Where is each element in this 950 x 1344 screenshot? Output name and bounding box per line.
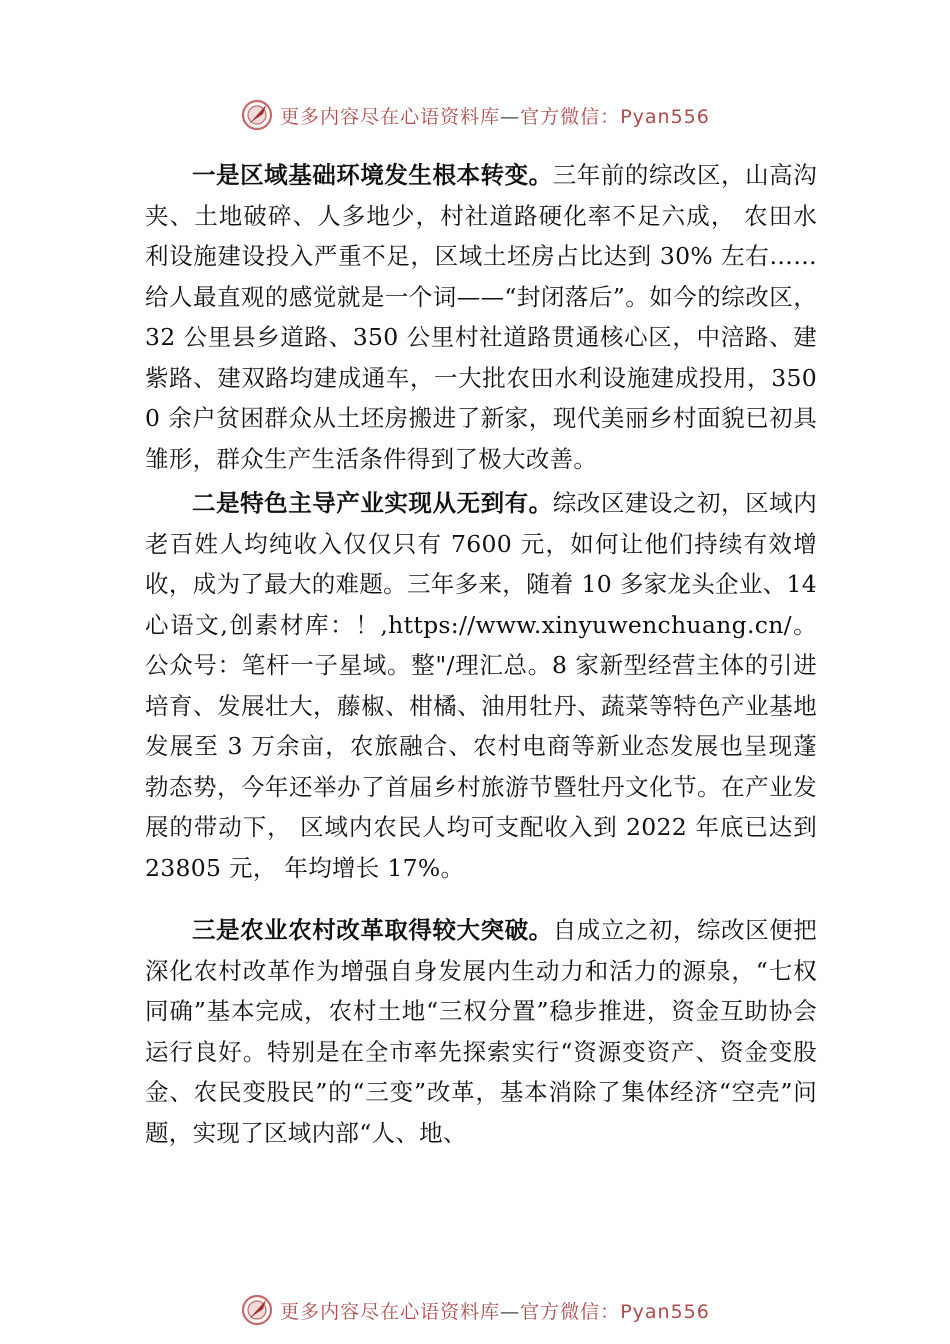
paragraph-lead: 二是特色主导产业实现从无到有。	[192, 489, 553, 517]
watermark-brand: 更多内容尽在心语资料库	[280, 105, 501, 128]
watermark-dash: —	[500, 1300, 521, 1323]
quill-logo-icon	[240, 1293, 274, 1327]
watermark-id: Pyan556	[620, 1300, 710, 1323]
footer-watermark	[0, 1290, 950, 1330]
watermark-dash: —	[500, 105, 521, 128]
paragraph-text: 三年前的综改区，山高沟夹、土地破碎、人多地少，村社道路硬化率不足六成， 农田水利设施建设投入严重不足，区域土坯房占比达到 30% 左右……给人最直观的感觉就是一个词——“封闭落后”。如今的综改区，32 公里县乡道路、350 公里村社道路贯通核心区，中涪路、建紫路、建双路均建成通车，一大批农田水利设施建成投用，3500 余户贫困群众从土坯房搬进了新家，现代美丽乡村面貌已初具雏形，群众生产生活条件得到了极大改善。	[145, 161, 817, 473]
watermark-text	[280, 102, 710, 129]
paragraph-text: 综改区建设之初，区域内老百姓人均纯收入仅仅只有 7600 元，如何让他们持续有效增收，成为了最大的难题。三年多来，随着 10 多家龙头企业、14 心语文,创素材库：！,https://www.xinyuwenchuang.cn/。公众号：笔杆一子星域。整"/理汇总。8 家新型经营主体的引进培育、发展壮大，藤椒、柑橘、油用牡丹、蔬菜等特色产业基地发展至 3 万余亩，农旅融合、农村电商等新业态发展也呈现蓬勃态势，今年还举办了首届乡村旅游节暨牡丹文化节。在产业发展的带动下， 区域内农民人均可支配收入到 2022 年底已达到 23805 元， 年均增长 17%。	[145, 489, 817, 882]
watermark-label: 官方微信：	[520, 105, 621, 128]
watermark-label: 官方微信：	[520, 1300, 621, 1323]
watermark-text	[280, 1297, 710, 1324]
paragraph-3	[145, 910, 817, 1153]
paragraph-lead: 三是农业农村改革取得较大突破。	[192, 916, 553, 944]
paragraph-text: 自成立之初，综改区便把深化农村改革作为增强自身发展内生动力和活力的源泉，“七权同确”基本完成，农村土地“三权分置”稳步推进，资金互助协会运行良好。特别是在全市率先探索实行“资源变资产、资金变股金、农民变股民”的“三变”改革，基本消除了集体经济“空壳”问题，实现了区域内部“人、地、	[145, 916, 817, 1147]
paragraph-2	[145, 483, 817, 888]
watermark-id: Pyan556	[620, 105, 710, 128]
paragraph-lead: 一是区域基础环境发生根本转变。	[192, 161, 553, 189]
watermark-brand: 更多内容尽在心语资料库	[280, 1300, 501, 1323]
quill-logo-icon	[240, 98, 274, 132]
header-watermark	[0, 95, 950, 135]
document-body	[145, 155, 817, 1153]
paragraph-1	[145, 155, 817, 479]
